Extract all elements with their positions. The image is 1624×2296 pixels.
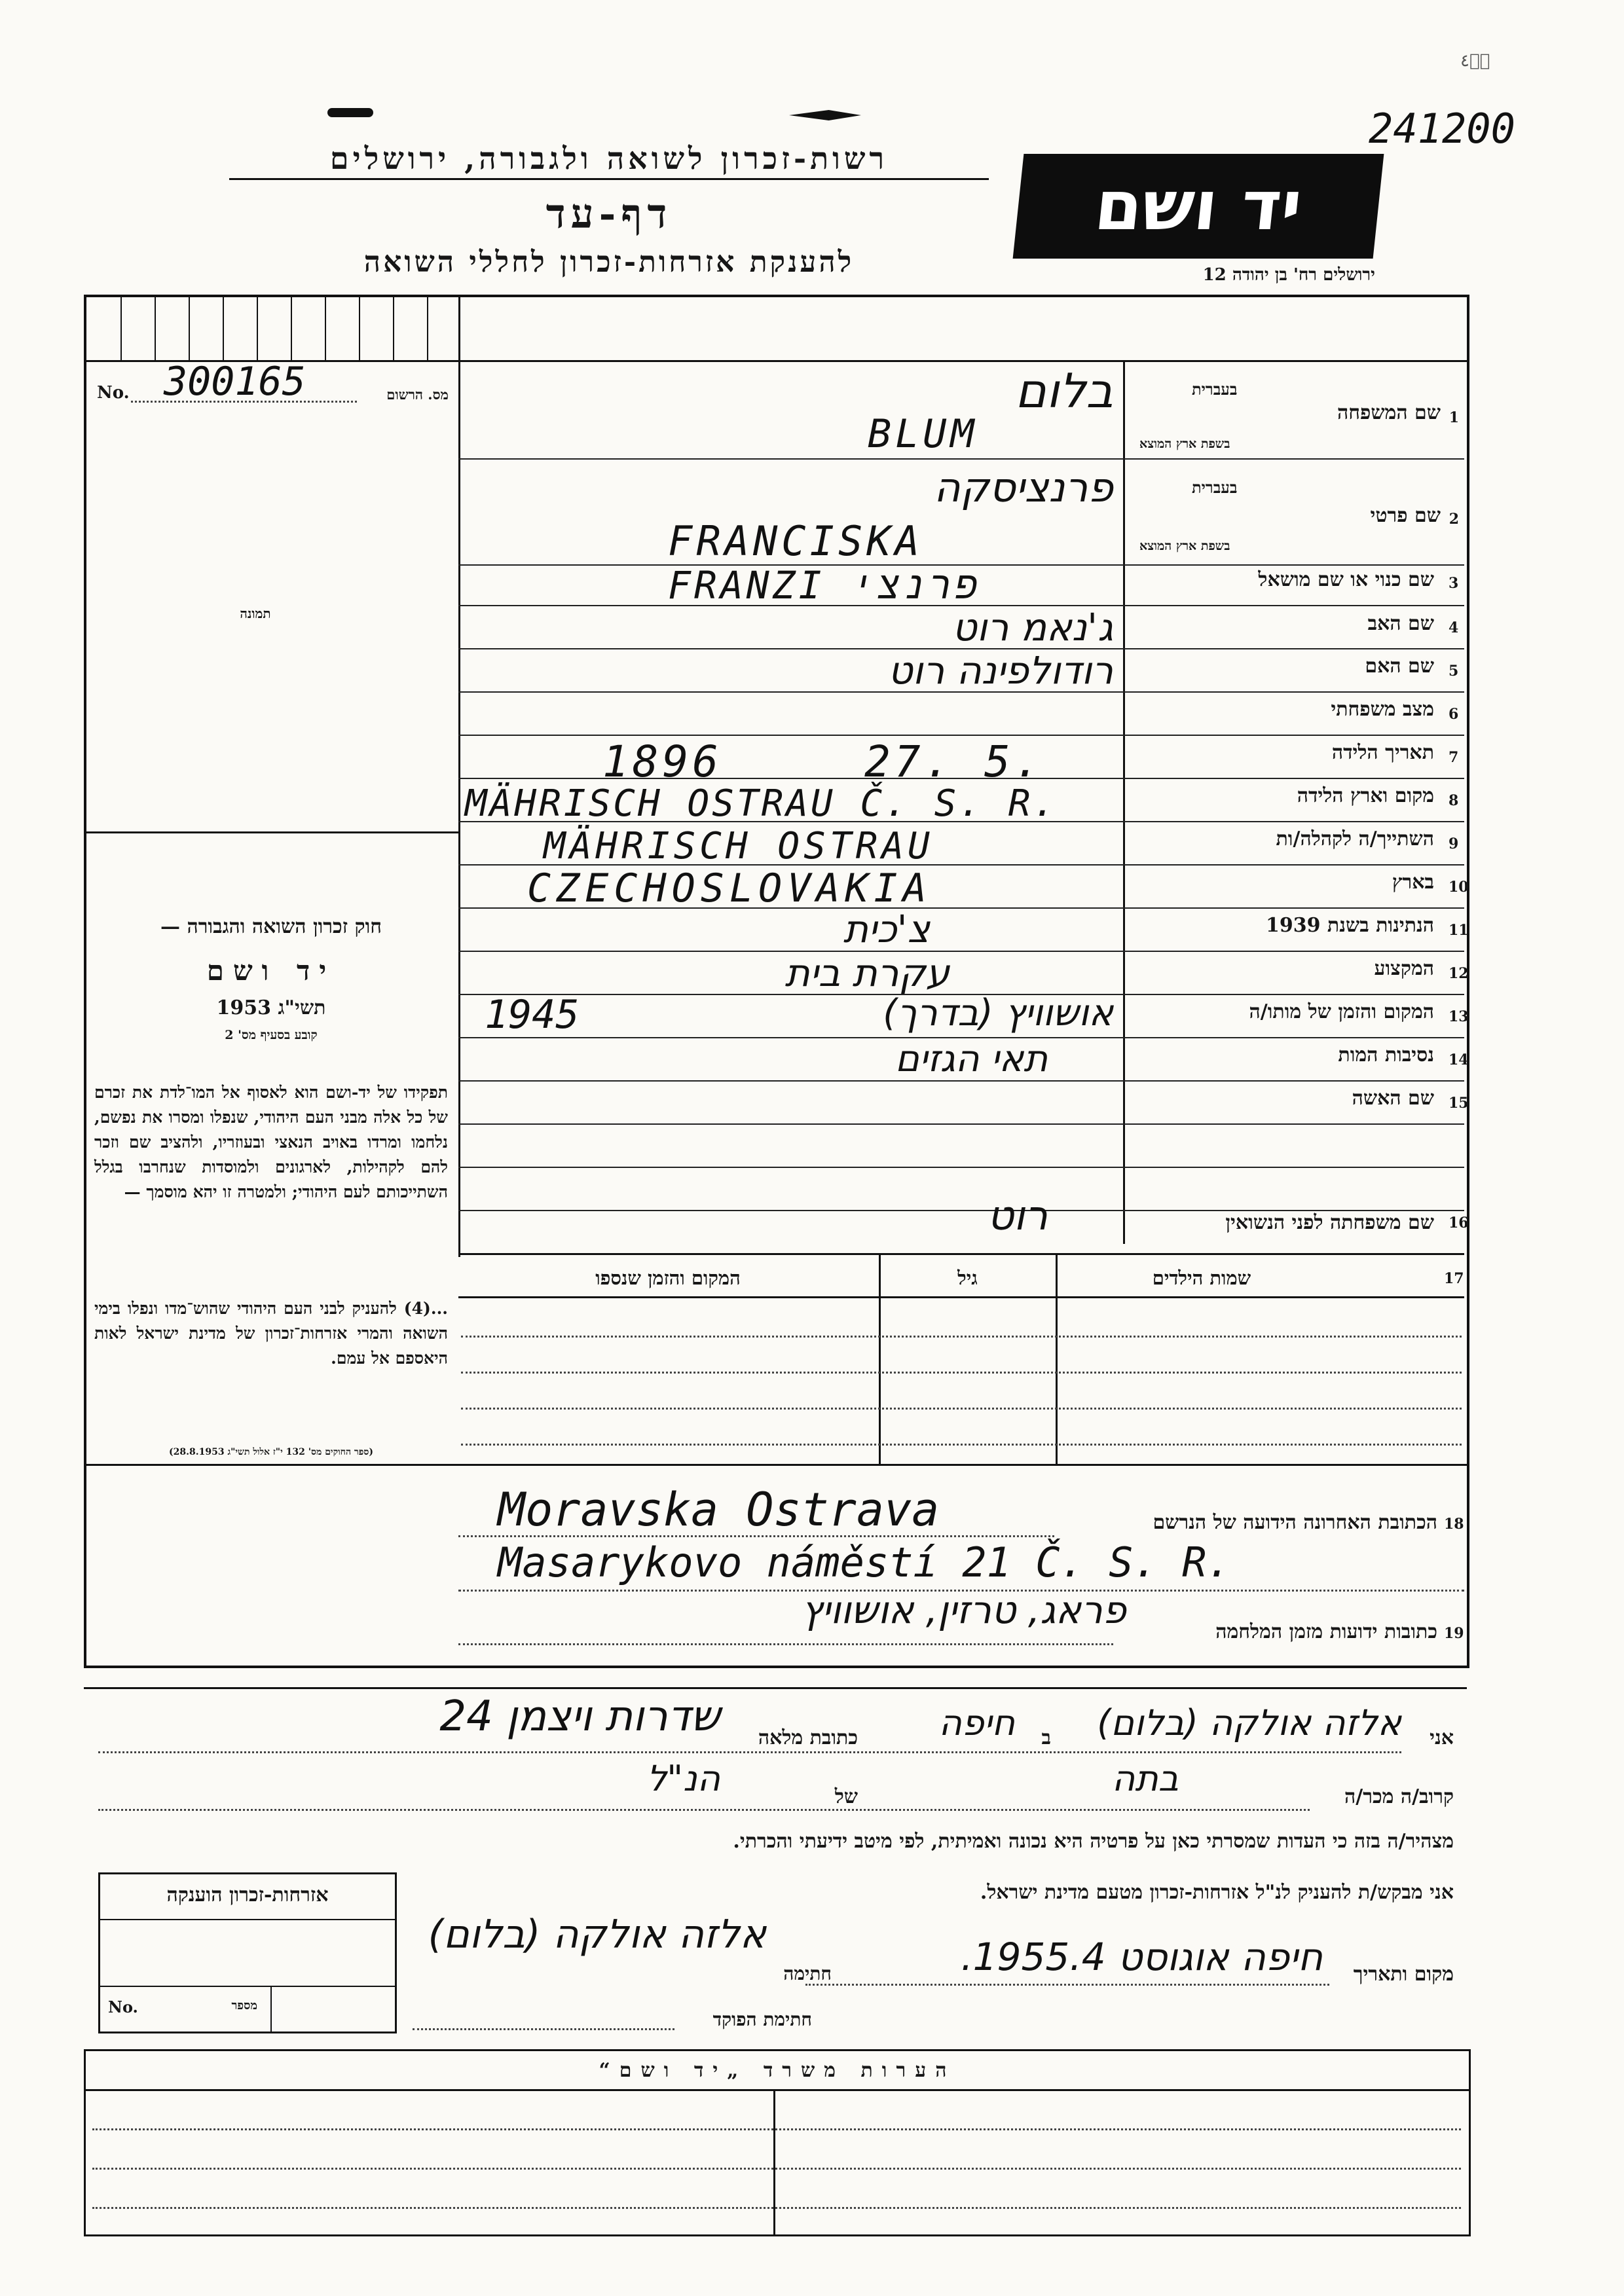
field-10-number: 10	[1449, 879, 1469, 896]
law-title: חוק זכרון השואה והגבורה —	[160, 915, 382, 938]
field-19-value: פראג, טרזין, אושוויץ	[801, 1588, 1126, 1632]
field-10-value: CZECHOSLOVAKIA	[527, 866, 932, 911]
field-2-sub-top: בעברית	[1192, 478, 1238, 497]
field-1-label: שם המשפחה	[1337, 401, 1441, 424]
form-title: דף-עד	[545, 190, 673, 238]
children-table-number: 17	[1444, 1270, 1464, 1287]
children-header-line	[458, 1296, 1464, 1298]
yad-vashem-address: ירושלים רח' בן יהודה 12	[1202, 265, 1375, 285]
field-2-label: שם פרטי	[1370, 504, 1441, 527]
field-3-label: שם כנוי או שם מושאל	[1258, 568, 1434, 591]
field-2-number: 2	[1449, 511, 1459, 528]
field-18-value-line-1: Moravska Ostrava	[498, 1483, 940, 1537]
children-row-4	[461, 1444, 1462, 1446]
place-date-line	[805, 1984, 1329, 1986]
field-9-label: השתייך/ה לקהלה/ות	[1276, 828, 1434, 850]
row-sep-14	[458, 1080, 1464, 1082]
field-1-sub-bottom: בשפת ארץ המוצא	[1139, 437, 1230, 451]
field-11-label: הנתינות בשנת 1939	[1265, 914, 1434, 937]
field-11-number: 11	[1449, 922, 1469, 939]
authority-name: רשות-זכרון לשואה ולגבורה, ירושלים	[329, 141, 889, 176]
declaration-statement-2: אני מבקש/ת להעניק לנ"ל אזרחות-זכרון מטעם מדינת ישראל.	[980, 1881, 1454, 1904]
field-5-number: 5	[1449, 663, 1459, 680]
authority-underline	[229, 178, 989, 180]
field-2-row	[1126, 462, 1460, 564]
law-text-1: תפקידו של יד-ושם הוא לאסוף אל המו־לדת את זכרם של כל אלה מבני העם היהודי, שנפלו ומסרו את נפשם, נלחמו ומרדו באויב הנאצי ובעוזריו, ולהציב שם וזכר להם לקהילות, לארגונים ולמוסדות שנחרבו בגלל השתייכותם לעם היהודי; ולמטרה זו יהא מוסמך —	[94, 1083, 448, 1201]
field-1-number: 1	[1449, 409, 1459, 426]
field-14-number: 14	[1449, 1051, 1469, 1068]
photo-box-divider	[84, 831, 460, 833]
field-8-value: MÄHRISCH OSTRAU Č. S. R.	[465, 782, 1058, 825]
form-subtitle: להענקת אזרחות-זכרון לחללי השואה	[363, 246, 855, 279]
code-boxes	[86, 297, 458, 360]
field-4-value: ג'נאמ רוט	[952, 605, 1113, 649]
relation-value: בתה	[1112, 1758, 1179, 1799]
field-7-day: 27. 5.	[864, 737, 1044, 787]
remarks-box	[84, 2049, 1471, 2236]
signature-label: חתימה	[783, 1963, 832, 1984]
field-3-value: FRANZI פרנצי	[668, 563, 982, 608]
field-7-year: 1896	[602, 737, 722, 787]
field-14-label: נסיבות המות	[1338, 1044, 1434, 1066]
field-18-label: הכתובת האחרונה הידועה של הנרשם	[1153, 1511, 1437, 1534]
field-15-label: שם האשה	[1352, 1087, 1434, 1110]
address-label: כתובת מלאה	[758, 1726, 858, 1749]
reg-no-label: מס. הרשום	[386, 386, 449, 403]
field-12-value: עקרת בית	[784, 951, 950, 995]
field-1-value-he: בלום	[1015, 363, 1113, 418]
registry-number-top: 241200	[1369, 105, 1515, 153]
field-19-label: כתובות ידועות מזמן המלחמה	[1215, 1620, 1437, 1643]
officer-signature-label: חתימת הפוקד	[712, 2009, 812, 2030]
row-sep-16	[458, 1167, 1464, 1168]
field-4-label: שם האב	[1367, 612, 1434, 635]
label-column-divider	[1123, 360, 1125, 1244]
field-16-number: 16	[1449, 1214, 1469, 1231]
children-header-age: גיל	[957, 1267, 978, 1289]
field-12-number: 12	[1449, 965, 1469, 982]
field-14-value: תאי הגזים	[895, 1038, 1048, 1080]
field-6-number: 6	[1449, 706, 1459, 723]
field-2-value-latin: FRANCISKA	[668, 517, 923, 565]
field-1-row	[1126, 363, 1460, 458]
field-8-number: 8	[1449, 792, 1459, 809]
declaration-statement-1: מצהיר/ה בזה כי העדות שמסרתי כאן על פרטיה היא נכונה ואמיתית, לפי מיטב ידיעתי והכרתי.	[733, 1830, 1454, 1853]
row-sep-1	[458, 458, 1464, 460]
children-col-div-1	[879, 1254, 881, 1464]
declaration-line-2	[98, 1809, 1310, 1811]
children-header-names: שמות הילדים	[1152, 1267, 1251, 1289]
field-4-number: 4	[1449, 619, 1459, 636]
field-15-number: 15	[1449, 1095, 1469, 1112]
field-7-label: תאריך הלידה	[1331, 741, 1434, 764]
declarant-address: שדרות ויצמן 24	[439, 1692, 720, 1741]
yad-vashem-logo	[1013, 154, 1384, 259]
field-13-label: המקום והזמן של מותו/ה	[1249, 1000, 1434, 1023]
declaration-ani: אני	[1430, 1726, 1454, 1749]
children-row-1	[461, 1336, 1462, 1338]
signature-value: אלזה אולקה (בלום)	[428, 1912, 766, 1958]
law-text-2: ...(4) להעניק לבני העם היהודי שהוש־מדו ונפלו בימי השואה והמרי אזרחות־זכרון של מדינת ישראל לאות היאספם אל עמם.	[94, 1299, 448, 1368]
declaration-line-1	[98, 1751, 1401, 1753]
field-6-label: מצב משפחתי	[1331, 698, 1434, 721]
reg-no-prefix: No.	[97, 383, 130, 403]
row-sep-11	[458, 951, 1464, 952]
field-19-number: 19	[1444, 1625, 1464, 1642]
field-13-place: אושוויץ (בדרך)	[883, 992, 1113, 1034]
field-13-year: 1945	[485, 992, 580, 1038]
field-12-label: המקצוע	[1374, 957, 1434, 980]
corner-mark: ٤٣ٖ	[1460, 51, 1490, 71]
field-11-value: צ'כית	[843, 907, 930, 951]
remarks-title: הערות משרד „יד ושם“	[599, 2059, 956, 2082]
children-col-div-2	[1056, 1254, 1058, 1464]
place-date-label: מקום ותאריך	[1353, 1963, 1454, 1986]
declaration-b-label: ב	[1041, 1726, 1051, 1749]
row-sep-15	[458, 1123, 1464, 1125]
law-name: יד ושם	[206, 955, 336, 987]
fields-bottom-line	[458, 1253, 1464, 1255]
field-7-number: 7	[1449, 749, 1459, 766]
field-18-number: 18	[1444, 1516, 1464, 1533]
field-19-line	[458, 1643, 1113, 1645]
field-9-number: 9	[1449, 835, 1459, 852]
punch-mark-right	[789, 110, 861, 120]
field-13-number: 13	[1449, 1008, 1469, 1025]
reg-no-line	[131, 401, 357, 403]
children-row-3	[461, 1408, 1462, 1410]
citizenship-box-no: No.	[108, 1997, 138, 2016]
field-8-label: מקום וארץ הלידה	[1297, 784, 1434, 807]
photo-label: תמונה	[240, 606, 271, 621]
citizenship-box-title: אזרחות-זכרון הוענקה	[166, 1884, 329, 1906]
officer-signature-line	[413, 2028, 674, 2030]
of-value: הנ"ל	[646, 1758, 720, 1799]
field-1-sub-top: בעברית	[1192, 380, 1238, 399]
field-1-value-latin: BLUM	[868, 411, 978, 457]
children-bottom-line	[84, 1464, 1467, 1466]
field-18-value-line-2: Masarykovo náměstí 21 Č. S. R.	[498, 1539, 1231, 1586]
citizenship-box-number-label: מספר	[231, 1999, 257, 2013]
field-2-value-he: פרנציסקה	[934, 464, 1113, 511]
declarant-city: חיפה	[938, 1702, 1015, 1743]
place-date-value: חיפה אוגוסט 1955.4.	[961, 1935, 1323, 1979]
field-16-value: רוט	[987, 1192, 1048, 1239]
logo-text: יד ושם	[1091, 166, 1306, 246]
declarant-name: אלזה אולקה (בלום)	[1097, 1702, 1401, 1743]
children-header-place: המקום והזמן שנספו	[595, 1267, 741, 1289]
relative-label: קרוב/ה מכר/ה	[1344, 1785, 1454, 1808]
children-row-2	[461, 1372, 1462, 1374]
declaration-top-line	[84, 1687, 1467, 1689]
field-5-label: שם האם	[1365, 655, 1434, 678]
left-column-divider	[458, 295, 460, 1257]
law-reference: (ספר החוקים מס' 132 י"ז אלול תשי"ג 28.8.1953)	[169, 1447, 373, 1457]
field-5-value: רודולפינה רוט	[888, 648, 1113, 693]
punch-mark-left	[327, 108, 373, 117]
law-clause: קובע בסעיף מס' 2	[225, 1028, 318, 1042]
field-9-value: MÄHRISCH OSTRAU	[544, 825, 934, 867]
field-10-label: בארץ	[1392, 871, 1434, 894]
citizenship-box	[98, 1872, 397, 2033]
field-2-sub-bottom: בשפת ארץ המוצא	[1139, 539, 1230, 553]
field-16-label: שם משפחתה לפני הנשואין	[1225, 1211, 1434, 1234]
field-3-number: 3	[1449, 575, 1459, 592]
row-sep-6	[458, 735, 1464, 736]
reg-no-value: 300165	[164, 359, 306, 405]
law-year: תשי"ג 1953	[216, 996, 326, 1019]
of-label: של	[834, 1785, 858, 1808]
